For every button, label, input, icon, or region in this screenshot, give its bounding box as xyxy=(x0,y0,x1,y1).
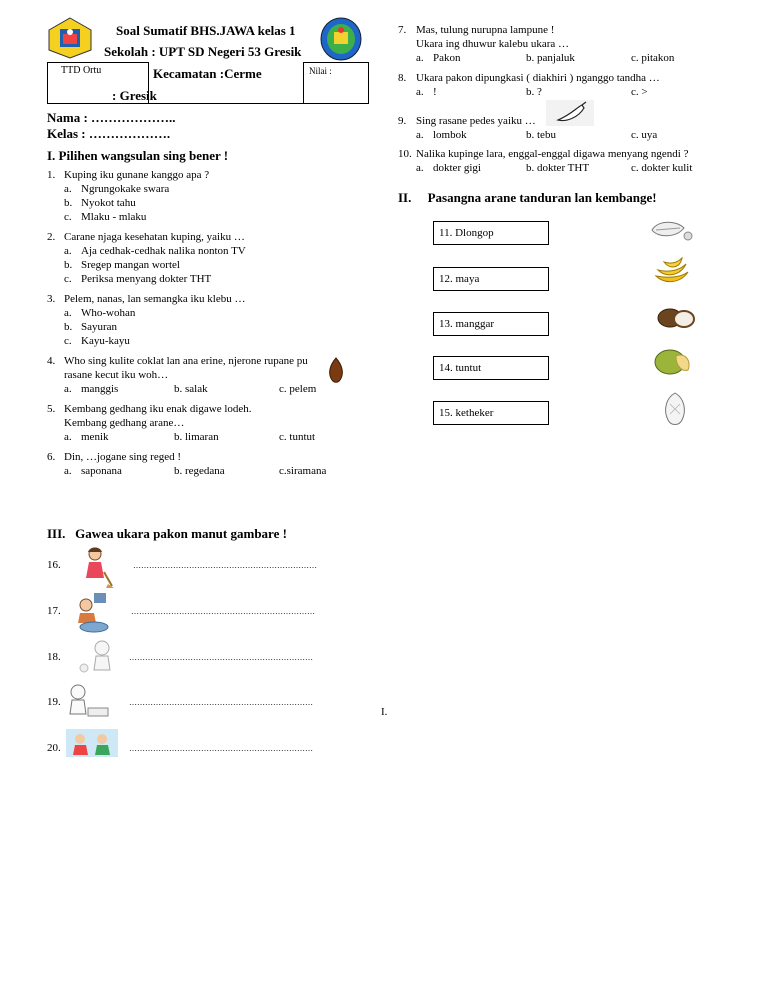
option-a: ! xyxy=(433,86,437,98)
option-a: manggis xyxy=(81,383,119,395)
option-letter: a. xyxy=(64,183,72,195)
option-letter: a. xyxy=(416,129,424,141)
item-17-answer-line: …………………………………………………………… xyxy=(131,607,315,616)
option-a: saponana xyxy=(81,465,122,477)
option-c: c. dokter kulit xyxy=(631,162,693,174)
option-c: c. > xyxy=(631,86,648,98)
question-number: 3. xyxy=(47,293,56,305)
coconut-icon xyxy=(656,306,696,330)
option-a: Aja cedhak-cedhak nalika nonton TV xyxy=(81,245,246,257)
option-letter: a. xyxy=(416,162,424,174)
question-text: Mas, tulung nurupna lampune ! xyxy=(416,24,555,36)
jackfruit-sketch-icon xyxy=(660,390,690,430)
question-number: 4. xyxy=(47,355,56,367)
section-3-title: III. Gawea ukara pakon manut gambare ! xyxy=(47,526,287,541)
question-text: Sing rasane pedes yaiku … xyxy=(416,115,536,127)
match-box-12: 12. maya xyxy=(433,267,549,291)
option-a: lombok xyxy=(433,129,467,141)
option-c: Mlaku - mlaku xyxy=(81,211,147,223)
school-logo-left xyxy=(47,16,93,60)
item-20-number: 20. xyxy=(47,742,61,754)
option-c: c. pelem xyxy=(279,383,317,395)
question-number: 10. xyxy=(398,148,412,160)
option-b: Sregep mangan wortel xyxy=(81,259,180,271)
option-b: b. panjaluk xyxy=(526,52,575,64)
child-cleaning-sketch-icon xyxy=(66,682,112,722)
option-letter: b. xyxy=(64,321,73,333)
section-2-title: II. Pasangna arane tanduran lan kembange! xyxy=(398,190,657,205)
question-text: Who sing kulite coklat lan ana erine, njerone rupane pu xyxy=(64,355,308,367)
option-b: b. ? xyxy=(526,86,542,98)
question-text-line2: Kembang gedhang arane… xyxy=(64,417,185,429)
option-a: menik xyxy=(81,431,109,443)
question-number: 8. xyxy=(398,72,407,84)
option-b: b. limaran xyxy=(174,431,219,443)
question-number: 9. xyxy=(398,115,407,127)
question-text: Nalika kupinge lara, enggal-enggal digawa menyang ngendi ? xyxy=(416,148,689,160)
match-box-13: 13. manggar xyxy=(433,312,549,336)
question-text: Kuping iku gunane kanggo apa ? xyxy=(64,169,210,181)
option-letter: a. xyxy=(64,307,72,319)
option-c: c.siramana xyxy=(279,465,327,477)
option-letter: a. xyxy=(416,52,424,64)
banana-icon xyxy=(650,254,692,290)
option-b: Sayuran xyxy=(81,321,118,333)
dlongop-flower-icon xyxy=(648,216,694,244)
option-letter: a. xyxy=(64,245,72,257)
option-letter: c. xyxy=(64,211,72,223)
option-b: b. tebu xyxy=(526,129,556,141)
city-name: : Gresik xyxy=(112,88,157,103)
option-c: c. tuntut xyxy=(279,431,316,443)
salak-fruit-icon xyxy=(326,356,346,384)
boy-washing-icon xyxy=(72,591,114,635)
question-text: Kembang gedhang iku enak digawe lodeh. xyxy=(64,403,252,415)
option-c: Periksa menyang dokter THT xyxy=(81,273,212,285)
durian-icon xyxy=(652,346,694,376)
option-b: b. regedana xyxy=(174,465,225,477)
question-text: Din, …jogane sing reged ! xyxy=(64,451,181,463)
exam-title: Soal Sumatif BHS.JAWA kelas 1 xyxy=(116,23,296,38)
option-letter: a. xyxy=(64,465,72,477)
option-c: Kayu-kayu xyxy=(81,335,130,347)
item-16-number: 16. xyxy=(47,559,61,571)
option-letter: a. xyxy=(416,86,424,98)
school-name: Sekolah : UPT SD Negeri 53 Gresik xyxy=(104,44,302,59)
option-c: c. pitakon xyxy=(631,52,675,64)
option-letter: b. xyxy=(64,197,73,209)
option-a: Who-wohan xyxy=(81,307,136,319)
section-1-title: I. Pilihen wangsulan sing bener ! xyxy=(47,148,229,163)
option-b: b. salak xyxy=(174,383,208,395)
question-text-line2: rasane kecut iku woh… xyxy=(64,369,169,381)
option-letter: a. xyxy=(64,431,72,443)
question-number: 5. xyxy=(47,403,56,415)
question-text-line2: Ukara ing dhuwur kalebu ukara … xyxy=(416,38,570,50)
option-a: Ngrungokake swara xyxy=(81,183,170,195)
option-c: c. uya xyxy=(631,129,658,141)
item-18-answer-line: …………………………………………………………… xyxy=(129,653,313,662)
option-a: Pakon xyxy=(433,52,461,64)
nilai-label: Nilai : xyxy=(309,66,332,76)
option-letter: b. xyxy=(64,259,73,271)
stray-marker: I. xyxy=(381,706,388,718)
children-picture-icon xyxy=(66,729,118,757)
question-text: Carane njaga kesehatan kuping, yaiku … xyxy=(64,231,245,243)
item-19-answer-line: …………………………………………………………… xyxy=(129,698,313,707)
regency-logo-right xyxy=(319,16,363,62)
option-b: Nyokot tahu xyxy=(81,197,136,209)
question-number: 7. xyxy=(398,24,407,36)
chili-icon xyxy=(546,100,594,126)
item-17-number: 17. xyxy=(47,605,61,617)
header-divider xyxy=(47,103,369,104)
question-number: 1. xyxy=(47,169,56,181)
match-box-15: 15. ketheker xyxy=(433,401,549,425)
question-text: Pelem, nanas, lan semangka iku klebu … xyxy=(64,293,246,305)
option-b: b. dokter THT xyxy=(526,162,590,174)
option-letter: a. xyxy=(64,383,72,395)
student-name-field: Nama : ……………….. xyxy=(47,110,176,125)
ttd-label: TTD Ortu xyxy=(61,65,102,76)
item-16-answer-line: …………………………………………………………… xyxy=(133,561,317,570)
child-playing-sketch-icon xyxy=(76,638,116,680)
item-19-number: 19. xyxy=(47,696,61,708)
nilai-box xyxy=(303,62,369,104)
match-box-14: 14. tuntut xyxy=(433,356,549,380)
question-number: 2. xyxy=(47,231,56,243)
girl-sweeping-icon xyxy=(84,546,114,590)
question-number: 6. xyxy=(47,451,56,463)
item-18-number: 18. xyxy=(47,651,61,663)
match-box-11: 11. Dlongop xyxy=(433,221,549,245)
option-a: dokter gigi xyxy=(433,162,481,174)
student-class-field: Kelas : ………………. xyxy=(47,126,171,141)
option-letter: c. xyxy=(64,273,72,285)
question-text: Ukara pakon dipungkasi ( diakhiri ) nganggo tandha … xyxy=(416,72,660,84)
district-name: Kecamatan :Cerme xyxy=(153,66,262,81)
option-letter: c. xyxy=(64,335,72,347)
item-20-answer-line: …………………………………………………………… xyxy=(129,744,313,753)
